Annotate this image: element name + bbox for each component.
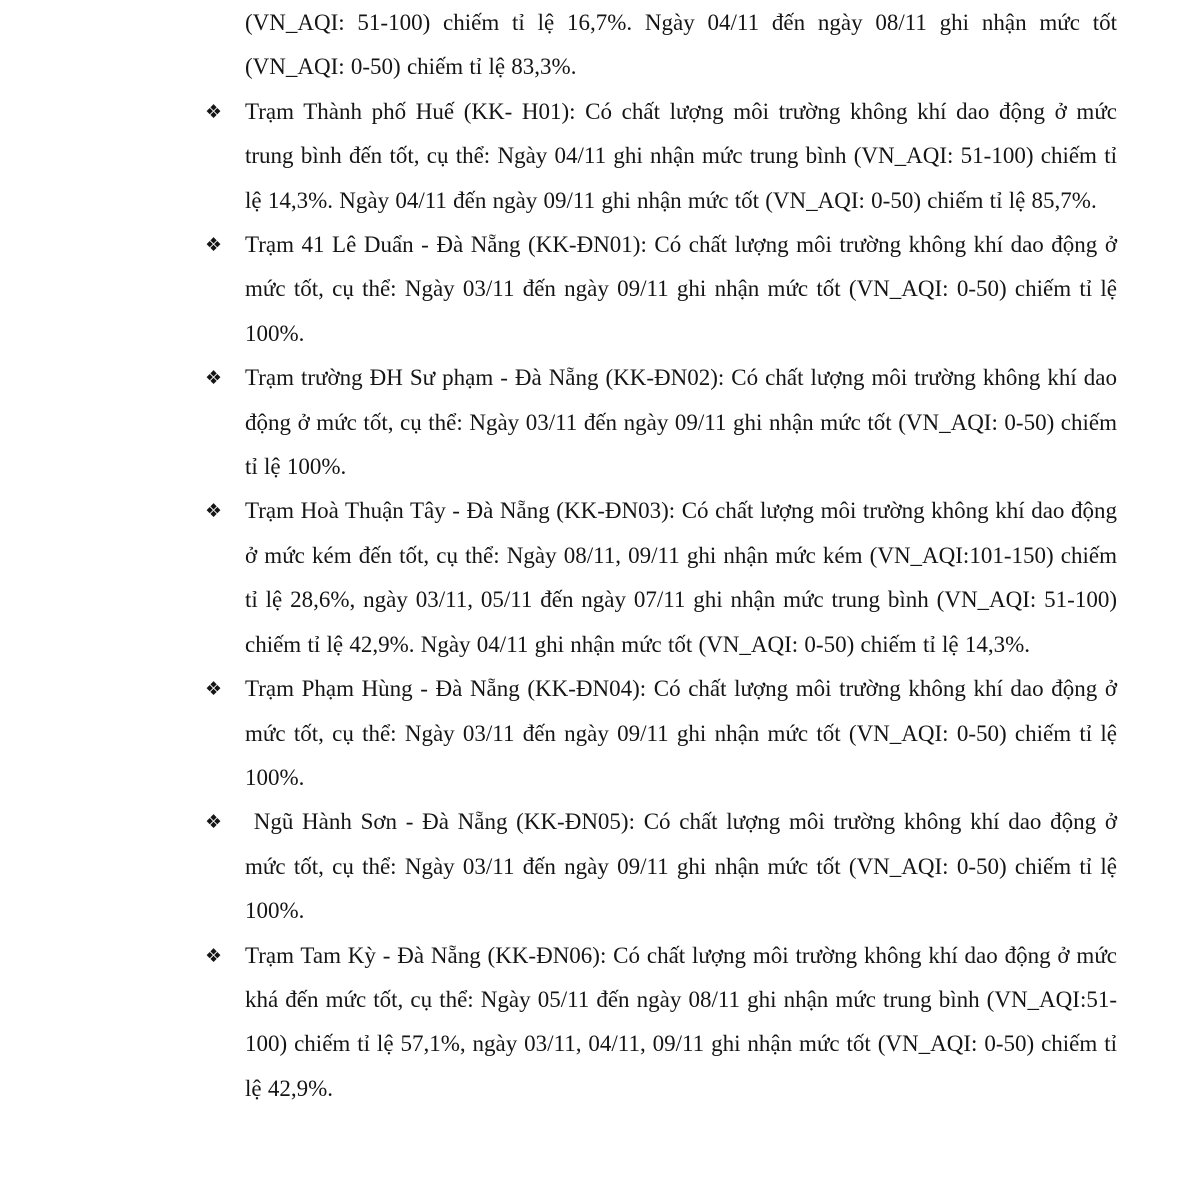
continuation-paragraph: (VN_AQI: 51-100) chiếm tỉ lệ 16,7%. Ngày 04/11 đến ngày 08/11 ghi nhận mức tốt (VN_AQI: 0-50) chiếm tỉ lệ 83,3%. bbox=[245, 10, 1117, 80]
list-item-text: Trạm Phạm Hùng - Đà Nẵng (KK-ĐN04): Có chất lượng môi trường không khí dao động ở mức tốt, cụ thể: Ngày 03/11 đến ngày 09/11 ghi nhận mức tốt (VN_AQI: 0-50) chiếm tỉ lệ 100%. bbox=[245, 676, 1117, 790]
list-item-text: Trạm 41 Lê Duẩn - Đà Nẵng (KK-ĐN01): Có chất lượng môi trường không khí dao động ở mức tốt, cụ thể: Ngày 03/11 đến ngày 09/11 ghi nhận mức tốt (VN_AQI: 0-50) chiếm tỉ lệ 100%. bbox=[245, 232, 1117, 346]
list-item-text: Trạm trường ĐH Sư phạm - Đà Nẵng (KK-ĐN02): Có chất lượng môi trường không khí dao động ở mức tốt, cụ thể: Ngày 03/11 đến ngày 09/11 ghi nhận mức tốt (VN_AQI: 0-50) chiếm tỉ lệ 100%. bbox=[245, 365, 1117, 480]
diamond-bullet-icon: ❖ bbox=[205, 100, 223, 123]
list-item-text: Trạm Tam Kỳ - Đà Nẵng (KK-ĐN06): Có chất lượng môi trường không khí dao động ở mức khá đến mức tốt, cụ thể: Ngày 05/11 đến ngày 08/11 ghi nhận mức trung bình (VN_AQI:51-100) chiếm tỉ lệ 57,1%, ngày 03/11, 04/11, 09/11 ghi nhận mức tốt (VN_AQI: 0-50) chiếm tỉ lệ 42,9%. bbox=[245, 942, 1117, 1101]
list-item-dh-su-pham bbox=[205, 356, 1117, 489]
list-item-hoa-thuan-tay bbox=[205, 489, 1117, 667]
diamond-bullet-icon: ❖ bbox=[205, 500, 223, 523]
diamond-bullet-icon: ❖ bbox=[205, 367, 223, 390]
list-item-text: Trạm Thành phố Huế (KK- H01): Có chất lượng môi trường không khí dao động ở mức trung bình đến tốt, cụ thể: Ngày 04/11 ghi nhận mức trung bình (VN_AQI: 51-100) chiếm tỉ lệ 14,3%. Ngày 04/11 đến ngày 09/11 ghi nhận mức tốt (VN_AQI: 0-50) chiếm tỉ lệ 85,7%. bbox=[245, 98, 1117, 213]
list-item-text: Trạm Hoà Thuận Tây - Đà Nẵng (KK-ĐN03): Có chất lượng môi trường không khí dao động ở mức kém đến tốt, cụ thể: Ngày 08/11, 09/11 ghi nhận mức kém (VN_AQI:101-150) chiếm tỉ lệ 28,6%, ngày 03/11, 05/11 đến ngày 07/11 ghi nhận mức trung bình (VN_AQI: 51-100) chiếm tỉ lệ 42,9%. Ngày 04/11 ghi nhận mức tốt (VN_AQI: 0-50) chiếm tỉ lệ 14,3%. bbox=[245, 498, 1117, 657]
list-item-text: Ngũ Hành Sơn - Đà Nẵng (KK-ĐN05): Có chất lượng môi trường không khí dao động ở mức tốt, cụ thể: Ngày 03/11 đến ngày 09/11 ghi nhận mức tốt (VN_AQI: 0-50) chiếm tỉ lệ 100%. bbox=[245, 809, 1117, 924]
list-item-ngu-hanh-son bbox=[205, 800, 1117, 933]
list-item-hue bbox=[205, 90, 1117, 223]
list-item-tam-ky bbox=[205, 934, 1117, 1112]
diamond-bullet-icon: ❖ bbox=[205, 678, 223, 701]
list-item-pham-hung bbox=[205, 667, 1117, 800]
diamond-bullet-icon: ❖ bbox=[205, 234, 223, 257]
diamond-bullet-icon: ❖ bbox=[205, 811, 223, 834]
diamond-bullet-icon: ❖ bbox=[205, 944, 223, 967]
list-item-le-duan bbox=[205, 223, 1117, 356]
